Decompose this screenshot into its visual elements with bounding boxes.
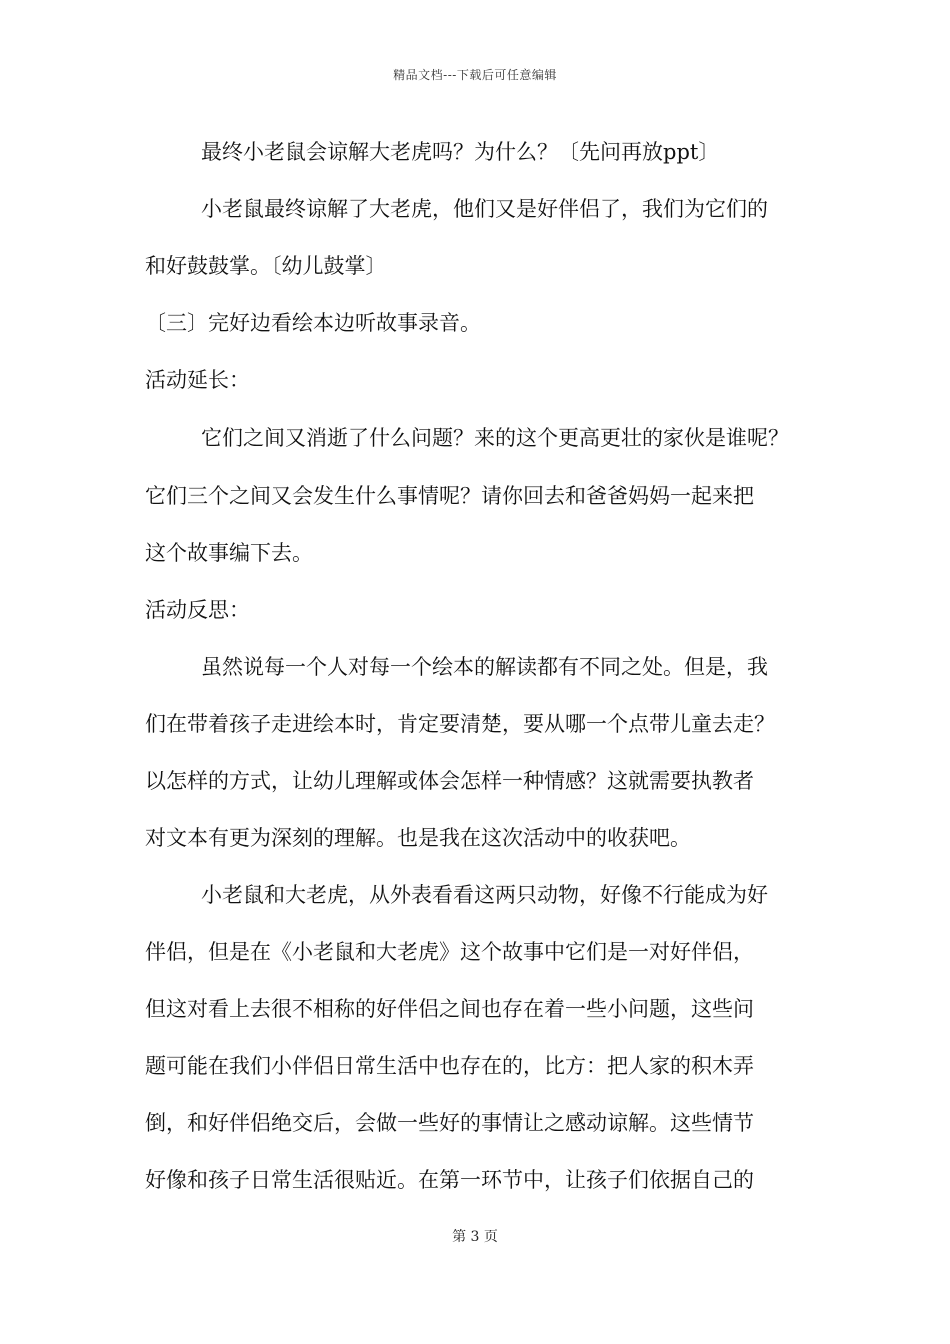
section-heading: 活动延长： bbox=[145, 368, 250, 392]
paragraph-line: 小老鼠最终谅解了大老虎，他们又是好伴侣了，我们为它们的 bbox=[201, 197, 768, 221]
paragraph-line: 伴侣，但是在《小老鼠和大老虎》这个故事中它们是一对好伴侣， bbox=[145, 940, 754, 964]
paragraph-line: 它们三个之间又会发生什么事情呢？请你回去和爸爸妈妈一起来把 bbox=[145, 484, 754, 508]
paragraph-line: 和好鼓鼓掌。〔幼儿鼓掌〕 bbox=[145, 254, 387, 278]
section-heading: 〔三〕完好边看绘本边听故事录音。 bbox=[145, 311, 481, 335]
paragraph-line: 最终小老鼠会谅解大老虎吗？为什么？〔先问再放ppt〕 bbox=[201, 140, 720, 164]
paragraph-line: 虽然说每一个人对每一个绘本的解读都有不同之处。但是，我 bbox=[201, 655, 768, 679]
page-number: 第 3 页 bbox=[452, 1229, 498, 1245]
paragraph-line: 倒，和好伴侣绝交后，会做一些好的事情让之感动谅解。这些情节 bbox=[145, 1111, 754, 1135]
paragraph-line: 但这对看上去很不相称的好伴侣之间也存在着一些小问题，这些问 bbox=[145, 997, 754, 1021]
paragraph-line: 题可能在我们小伴侣日常生活中也存在的，比方：把人家的积木弄 bbox=[145, 1054, 754, 1078]
section-heading: 活动反思： bbox=[145, 598, 250, 622]
paragraph-line: 好像和孩子日常生活很贴近。在第一环节中，让孩子们依据自己的 bbox=[145, 1168, 754, 1192]
paragraph-line: 这个故事编下去。 bbox=[145, 541, 313, 565]
page-header: 精品文档---下载后可任意编辑 bbox=[393, 68, 557, 82]
paragraph-line: 对文本有更为深刻的理解。也是我在这次活动中的收获吧。 bbox=[145, 826, 691, 850]
paragraph-line: 们在带着孩子走进绘本时，肯定要清楚，要从哪一个点带儿童去走？ bbox=[145, 712, 775, 736]
paragraph-line: 小老鼠和大老虎，从外表看看这两只动物，好像不行能成为好 bbox=[201, 883, 768, 907]
paragraph-line: 以怎样的方式，让幼儿理解或体会怎样一种情感？这就需要执教者 bbox=[145, 769, 754, 793]
paragraph-line: 它们之间又消逝了什么问题？来的这个更高更壮的家伙是谁呢？ bbox=[201, 426, 789, 450]
